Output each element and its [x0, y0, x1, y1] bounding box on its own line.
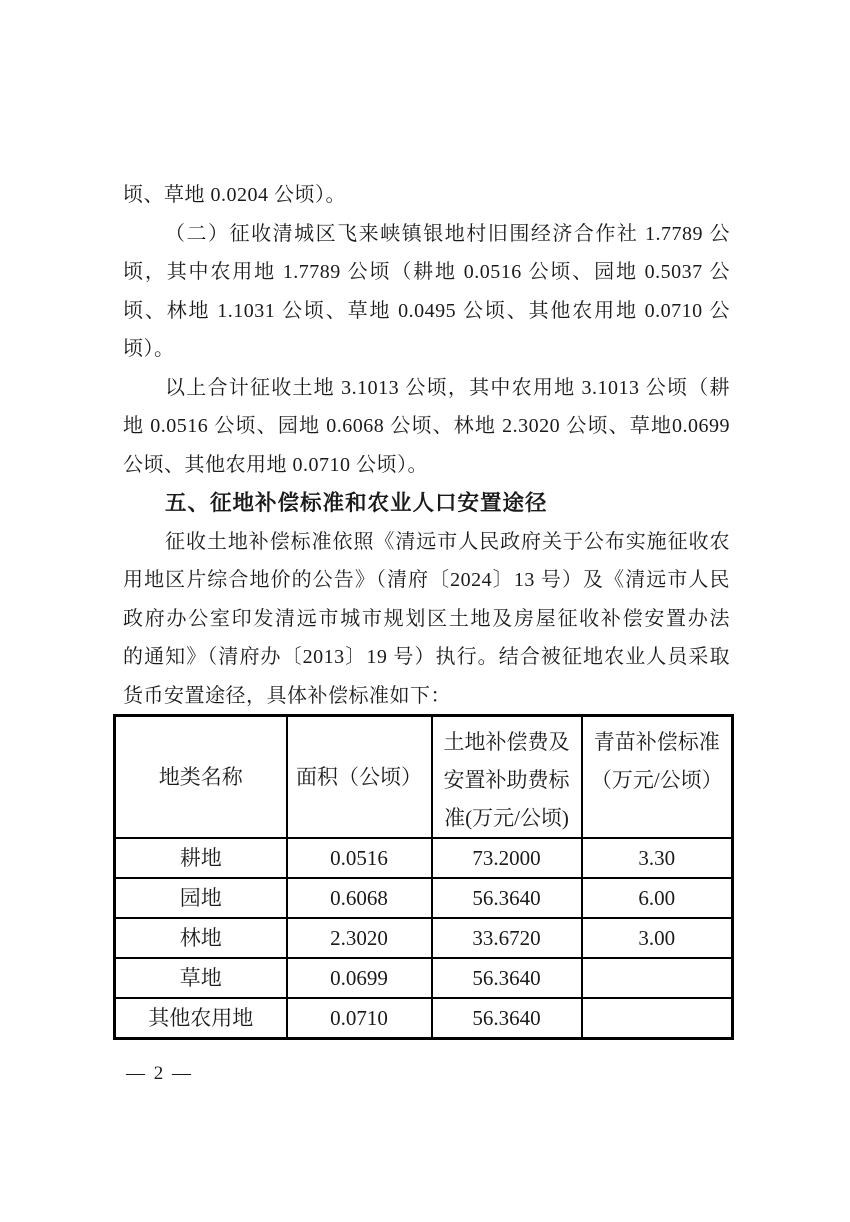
document-line: 的通知》（清府办〔2013〕19 号）执行。结合被征地农业人员采取 [123, 646, 730, 668]
table-cell: 56.3640 [432, 878, 582, 918]
table-header-row [115, 716, 733, 839]
table-body [115, 838, 733, 1038]
document-line: 顷）。 [123, 338, 175, 360]
table-cell [582, 998, 733, 1038]
table-header-cell [287, 716, 432, 839]
table-header-line: 准(万元/公顷) [444, 806, 569, 830]
table-row [115, 958, 733, 998]
table-header-line: （万元/公顷） [590, 768, 723, 792]
table-cell: 73.2000 [432, 838, 582, 878]
table-cell: 0.0516 [287, 838, 432, 878]
table-cell: 其他农用地 [115, 998, 287, 1038]
table-header-line: 地类名称 [158, 765, 243, 789]
table-cell: 3.30 [582, 838, 733, 878]
table-row [115, 998, 733, 1038]
document-line: 顷，其中农用地 1.7789 公顷（耕地 0.0516 公顷、园地 0.5037 公 [123, 261, 730, 283]
document-line: 货币安置途径，具体补偿标准如下： [123, 684, 451, 707]
table-header-line: 土地补偿费及 [443, 730, 570, 754]
table-header-line: 安置补助费标 [443, 768, 570, 792]
page-number: — 2 — [126, 1063, 193, 1084]
document-line: 五、征地补偿标准和农业人口安置途径 [165, 491, 548, 515]
table-header-cell [582, 716, 733, 839]
table-cell: 56.3640 [432, 958, 582, 998]
table-cell: 0.0710 [287, 998, 432, 1038]
document-line: 政府办公室印发清远市城市规划区土地及房屋征收补偿安置办法 [123, 607, 730, 630]
table-cell: 园地 [115, 878, 287, 918]
document-line: 以上合计征收土地 3.1013 公顷，其中农用地 3.1013 公顷（耕 [165, 376, 730, 399]
table-header-cell [115, 716, 287, 839]
table-cell: 0.6068 [287, 878, 432, 918]
document-line: （二）征收清城区飞来峡镇银地村旧围经济合作社 1.7789 公 [165, 222, 730, 245]
document-line: 顷、林地 1.1031 公顷、草地 0.0495 公顷、其他农用地 0.0710 公 [123, 299, 730, 322]
table-cell: 33.6720 [432, 918, 582, 958]
document-line: 地 0.0516 公顷、园地 0.6068 公顷、林地 2.3020 公顷、草地0.0699 [123, 415, 730, 437]
table-cell: 林地 [115, 918, 287, 958]
compensation-table [113, 714, 734, 1040]
table-row [115, 878, 733, 918]
table-cell: 3.00 [582, 918, 733, 958]
table-header-line: 面积（公顷） [296, 765, 422, 789]
document-line: 用地区片综合地价的公告》（清府〔2024〕13 号）及《清远市人民 [123, 569, 730, 591]
table-cell: 耕地 [115, 838, 287, 878]
document-body [123, 176, 730, 715]
table-cell: 0.0699 [287, 958, 432, 998]
table-cell [582, 958, 733, 998]
table-row [115, 918, 733, 958]
table-row [115, 838, 733, 878]
table-cell: 6.00 [582, 878, 733, 918]
document-line: 征收土地补偿标准依照《清远市人民政府关于公布实施征收农 [165, 530, 730, 553]
document-line: 顷、草地 0.0204 公顷）。 [123, 184, 346, 206]
table-header-cell [432, 716, 582, 839]
table-header-line: 青苗补偿标准 [593, 730, 720, 754]
table-cell: 2.3020 [287, 918, 432, 958]
table-cell: 草地 [115, 958, 287, 998]
table-cell: 56.3640 [432, 998, 582, 1038]
document-line: 公顷、其他农用地 0.0710 公顷）。 [123, 453, 428, 476]
table-head [115, 716, 733, 839]
